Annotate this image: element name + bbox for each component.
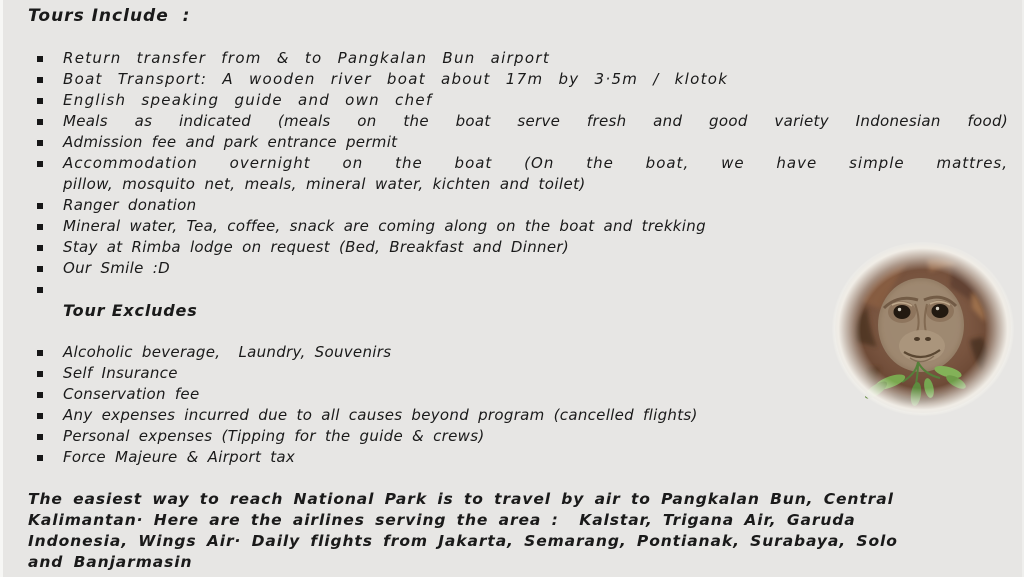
list-item-text: Accommodation overnight on the boat (On the boat, we have simple mattres,: [63, 154, 1008, 172]
paragraph-line: Kalimantan· Here are the airlines serving the area : Kalstar, Trigana Air, Garuda: [28, 511, 856, 529]
paragraph-line: and Banjarmasin: [28, 553, 193, 571]
list-item-text: pillow, mosquito net, meals, mineral water, kichten and toilet): [63, 175, 586, 193]
bullet-icon: [37, 77, 43, 83]
bullet-icon: [37, 203, 43, 209]
list-item-text: Alcoholic beverage, Laundry, Souvenirs: [63, 343, 392, 361]
bullet-icon: [37, 140, 43, 146]
bullet-icon: [37, 245, 43, 251]
bullet-icon: [37, 371, 43, 377]
list-item: [28, 90, 1008, 111]
list-item-text: Personal expenses (Tipping for the guide & crews): [63, 427, 485, 445]
bullet-icon: [37, 455, 43, 461]
list-item: [28, 195, 1008, 216]
list-item: [28, 48, 1008, 69]
list-item-text: English speaking guide and own chef: [63, 91, 433, 109]
bullet-icon: [37, 392, 43, 398]
paragraph-line: Indonesia, Wings Air· Daily flights from Jakarta, Semarang, Pontianak, Surabaya, Solo: [28, 532, 898, 550]
list-item-text: Mineral water, Tea, coffee, snack are coming along on the boat and trekking: [63, 217, 706, 235]
orangutan-photo: [832, 242, 1014, 416]
list-item-text: Any expenses incurred due to all causes beyond program (cancelled flights): [63, 406, 698, 424]
bullet-icon: [37, 224, 43, 230]
bullet-icon: [37, 98, 43, 104]
list-item-text: Stay at Rimba lodge on request (Bed, Breakfast and Dinner): [63, 238, 570, 256]
bullet-icon: [37, 434, 43, 440]
list-item: [28, 69, 1008, 90]
list-item-text: Boat Transport: A wooden river boat about 17m by 3·5m / klotok: [63, 70, 729, 88]
list-item-text: Return transfer from & to Pangkalan Bun airport: [63, 49, 551, 67]
bullet-icon: [37, 350, 43, 356]
bullet-icon: [37, 119, 43, 125]
bullet-icon: [37, 266, 43, 272]
bullet-icon: [37, 287, 43, 293]
list-item: [28, 132, 1008, 153]
list-item: [28, 153, 1008, 195]
list-item-text: Ranger donation: [63, 196, 197, 214]
tours-include-title: Tours Include :: [28, 6, 191, 26]
bullet-icon: [37, 56, 43, 62]
bullet-icon: [37, 413, 43, 419]
list-item: [28, 426, 1008, 447]
list-item: [28, 447, 1008, 468]
list-item: [28, 111, 1008, 132]
bullet-icon: [37, 161, 43, 167]
travel-info-paragraph: [28, 489, 1008, 573]
list-item-text: Our Smile :D: [63, 259, 170, 277]
list-item-text: Conservation fee: [63, 385, 200, 403]
orangutan-illustration: [832, 242, 1014, 416]
list-item-text: Admission fee and park entrance permit: [63, 133, 398, 151]
paragraph-line: The easiest way to reach National Park is to travel by air to Pangkalan Bun, Central: [28, 490, 894, 508]
tour-excludes-title: Tour Excludes: [63, 301, 198, 320]
list-item-text: Self Insurance: [63, 364, 178, 382]
list-item: [28, 216, 1008, 237]
list-item-text: Force Majeure & Airport tax: [63, 448, 296, 466]
list-item-text: Meals as indicated (meals on the boat serve fresh and good variety Indonesian food): [63, 112, 1008, 130]
